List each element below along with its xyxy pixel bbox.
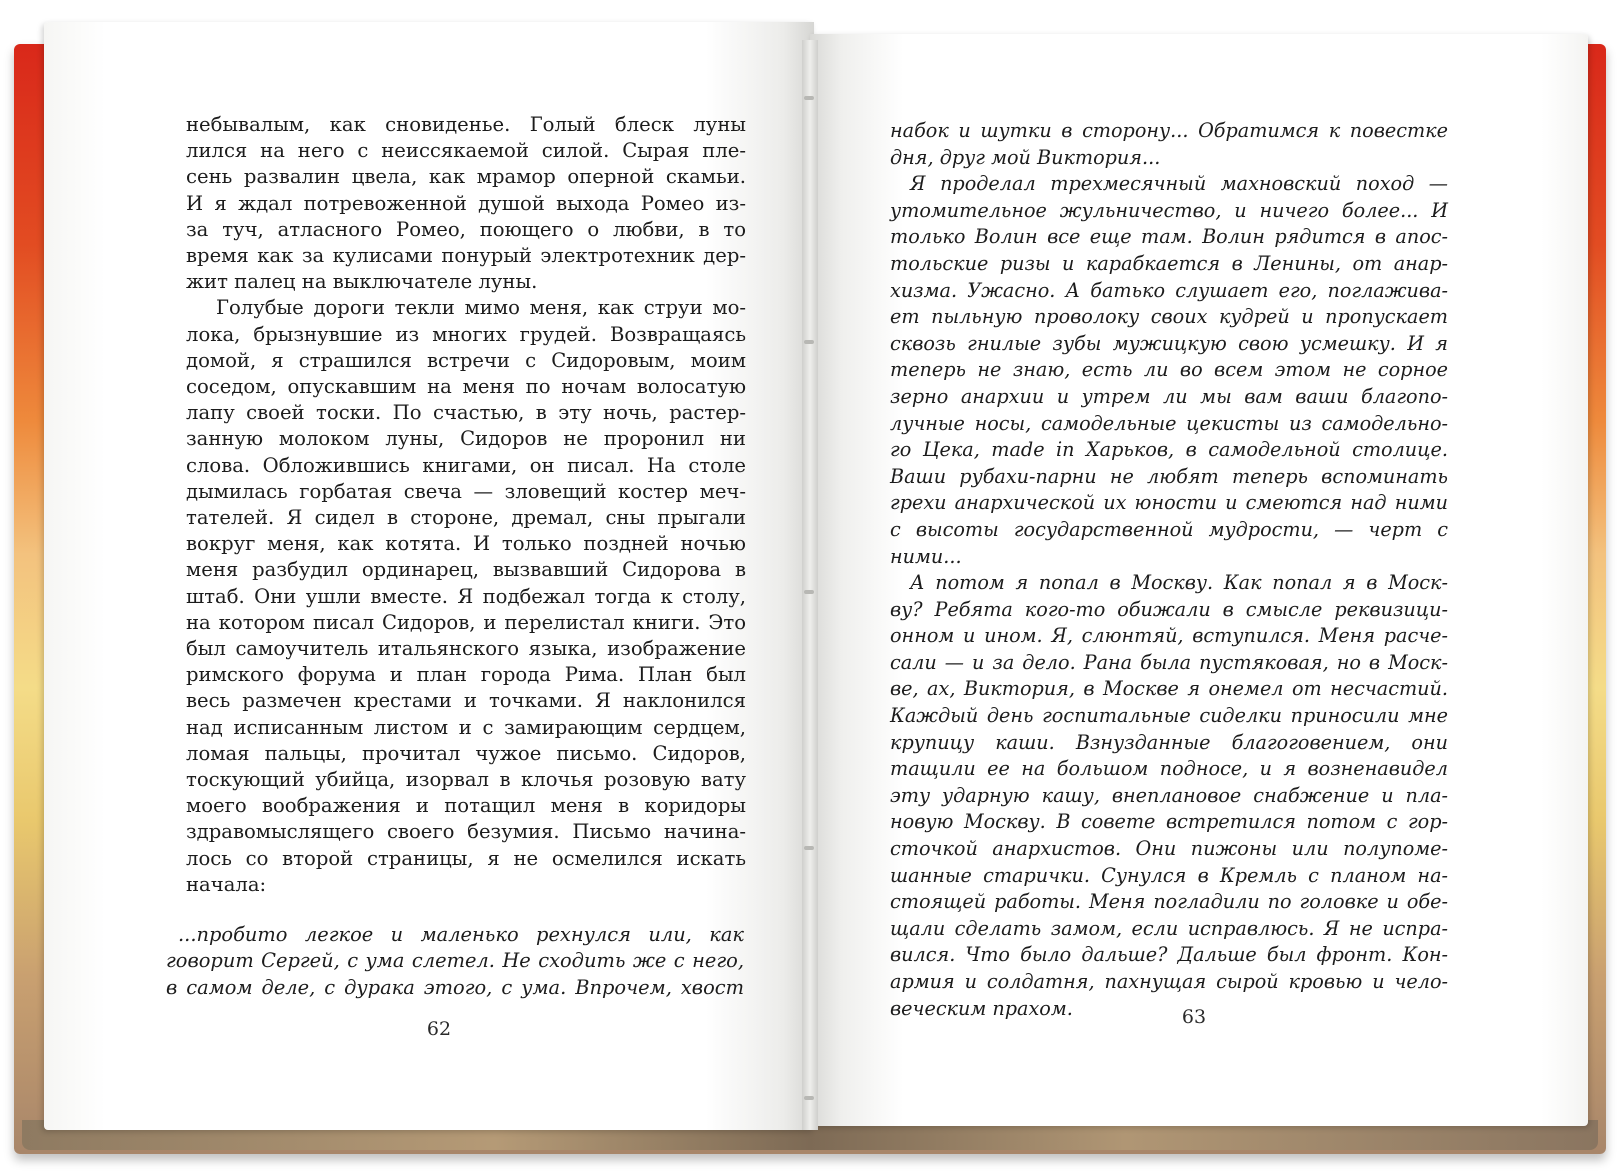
text-line: го Цека, made in Харьков, в самодельной столице. [890, 438, 1448, 462]
text-line: стоящей работы. Меня погладили по головке и обе- [890, 890, 1448, 914]
text-line: щали сделать замом, если исправлюсь. Я не испра- [890, 916, 1448, 940]
text-line: дня, друг мой Виктория... [890, 145, 1161, 169]
text-line: грехи анархической их юности и смеются над ними [890, 491, 1448, 515]
text-line: с высоты государственной мудрости, — черт с [890, 517, 1448, 541]
text-line: римского форума и план города Рима. План был [186, 663, 746, 687]
text-line: начала: [186, 872, 267, 896]
text-line: крупицу каши. Взнузданные благоговением, они [890, 730, 1448, 754]
text-line: онном и ином. Я, слюнтяй, вступился. Меня расче- [890, 624, 1448, 648]
binding-stitch [804, 846, 814, 850]
text-line: соседом, опускавшим на меня по ночам волосатую [186, 375, 746, 399]
text-line: набок и шутки в сторону... Обратимся к повестке [890, 119, 1448, 142]
letter-quote [166, 922, 744, 1001]
text-line: теперь не знаю, есть ли во всем этом не сорное [890, 358, 1448, 382]
text-line: лось со второй страницы, я не осмелился искать [186, 846, 746, 870]
quote-line: говорит Сергей, с ума слетел. Не сходить же с него, [166, 949, 744, 973]
text-line: ву? Ребята кого-то обижали в смысле реквизици- [890, 597, 1448, 621]
text-line: тателей. Я сидел в стороне, дремал, сны прыгали [186, 506, 746, 530]
text-line: тащили ее на большом подносе, и я возненавидел [890, 757, 1448, 781]
text-line: хизма. Ужасно. А батько слушает его, поглажива- [890, 278, 1448, 302]
binding-stitch [804, 340, 814, 344]
text-line: штаб. Они ушли вместе. Я подбежал тогда к столу, [186, 584, 746, 608]
text-line: сень развалин цвела, как мрамор оперной скамьи. [186, 165, 746, 189]
text-line: ними... [890, 544, 962, 568]
text-line: ет пыльную проволоку своих кудрей и пропускает [890, 305, 1448, 329]
text-line: за туч, атласного Ромео, поющего о любви, в то [186, 217, 746, 241]
text-line: домой, я страшился встречи с Сидоровым, моим [186, 348, 746, 372]
text-line: лапу своей тоски. По счастью, в эту ночь, растер- [186, 401, 746, 425]
binding-stitch [804, 96, 814, 100]
book-spine [802, 40, 818, 1130]
text-line: занную молоком луны, Сидоров не проронил ни [186, 427, 746, 451]
text-line: тольские ризы и карабкается в Ленины, от анар- [890, 251, 1448, 275]
text-line: армия и солдатня, пахнущая сырой кровью и чело- [890, 970, 1448, 993]
text-line: Я проделал трехмесячный махновский поход — [910, 172, 1448, 196]
text-line: лился на него с неиссякаемой силой. Сырая пле- [186, 139, 746, 163]
right-page-body [890, 118, 1448, 1022]
text-line: сточкой анархистов. Они пижоны или полупоме- [890, 837, 1448, 861]
text-line: И я ждал потревоженной душой выхода Ромео из- [186, 191, 746, 215]
left-page-body [186, 112, 746, 898]
page-number-left: 62 [426, 1018, 452, 1040]
text-line: на котором писал Сидоров, и перелистал книги. Это [186, 610, 746, 634]
text-line: зерно анархии и утрем ли мы вам ваши благопо- [890, 384, 1448, 408]
text-line: новую Москву. В совете встретился потом с гор- [890, 810, 1448, 834]
text-line: только Волин все еще там. Волин рядится в апос- [890, 225, 1448, 249]
text-line: вокруг меня, как котята. И только поздней ночью [186, 532, 746, 556]
text-line: вился. Что было дальше? Дальше был фронт. Кон- [890, 943, 1448, 967]
text-line: сквозь гнилые зубы мужицкую свою усмешку. И я [890, 331, 1448, 355]
text-line: моего воображения и потащил меня в коридоры [186, 794, 746, 818]
text-line: время как за кулисами понурый электротехник дер- [186, 244, 746, 268]
quote-line: в самом деле, с дурака этого, с ума. Впрочем, хвост [166, 975, 744, 999]
text-line: дымилась горбатая свеча — зловещий костер меч- [186, 479, 746, 503]
text-line: лока, брызнувшие из многих грудей. Возвращаясь [186, 322, 746, 346]
text-line: над исписанным листом и с замирающим сердцем, [186, 715, 746, 739]
text-line: шанные старички. Сунулся в Кремль с планом на- [890, 863, 1448, 887]
text-line: сали — и за дело. Рана была пустяковая, но в Моск- [890, 650, 1448, 674]
text-line: здравомыслящего своего безумия. Письмо начина- [186, 820, 746, 844]
text-line: лучные носы, самодельные цекисты из самодельно- [890, 411, 1448, 435]
text-line: жит палец на выключателе луны. [186, 270, 538, 294]
text-line: меня разбудил ординарец, вызвавший Сидорова в [186, 558, 746, 582]
binding-stitch [804, 1096, 814, 1100]
text-line: весь размечен крестами и точками. Я наклонился [186, 689, 746, 713]
text-line: ве, ах, Виктория, в Москве я онемел от несчастий. [890, 677, 1448, 701]
text-line: тоскующий убийца, изорвал в клочья розовую вату [186, 768, 746, 792]
text-line: веческим прахом. [890, 996, 1073, 1020]
quote-line: ...пробито легкое и маленько рехнулся или, как [178, 923, 744, 946]
binding-stitch [804, 590, 814, 594]
text-line: Голубые дороги текли мимо меня, как струи мо- [216, 296, 746, 320]
text-line: утомительное жульничество, и ничего более... И [890, 198, 1448, 222]
text-line: небывалым, как сновиденье. Голый блеск луны [186, 113, 746, 136]
text-line: ломая пальцы, прочитал чужое письмо. Сидоров, [186, 741, 746, 765]
text-line: Ваши рубахи-парни не любят теперь вспоминать [890, 464, 1448, 488]
page-number-right: 63 [1181, 1006, 1207, 1028]
text-line: А потом я попал в Москву. Как попал я в Моск- [910, 571, 1448, 595]
text-line: слова. Обложившись книгами, он писал. На столе [186, 453, 746, 477]
text-line: был самоучитель итальянского языка, изображение [186, 637, 746, 661]
text-line: эту ударную кашу, внеплановое снабжение и пла- [890, 783, 1448, 807]
text-line: Каждый день госпитальные сиделки приносили мне [890, 704, 1448, 728]
